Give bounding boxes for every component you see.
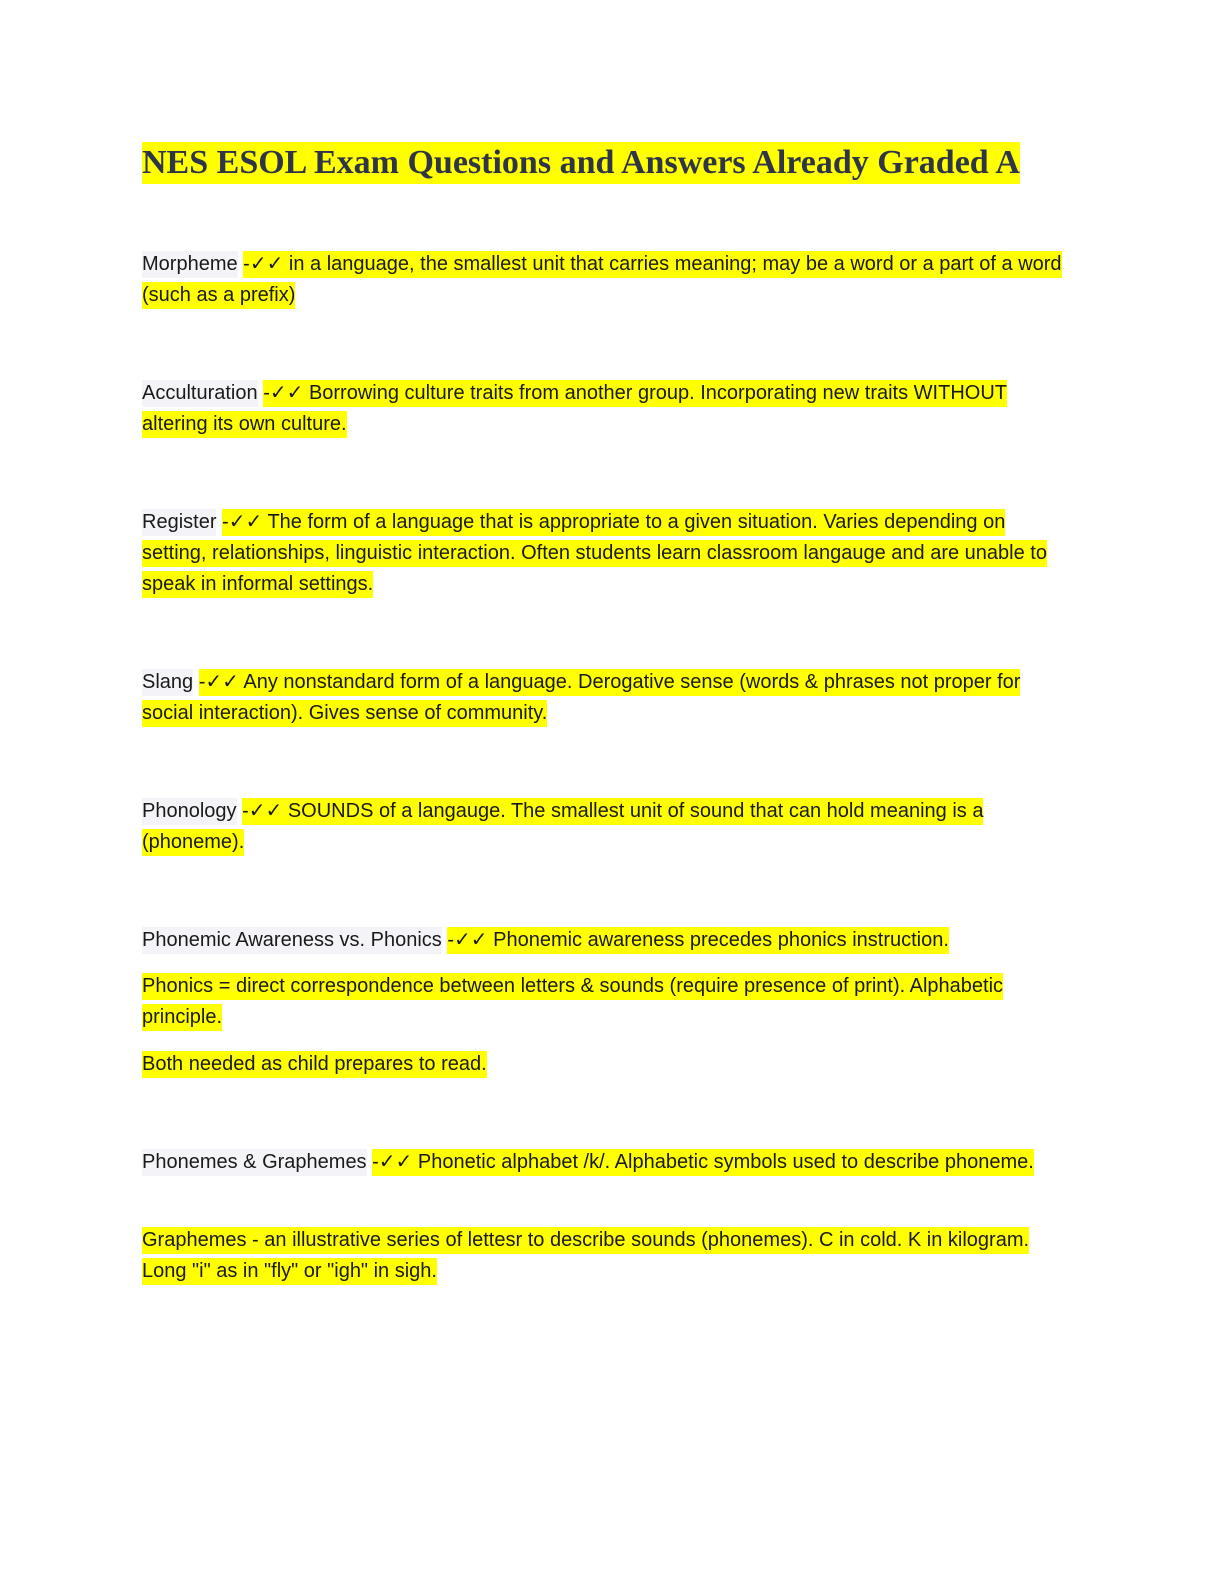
entry-acculturation <box>142 377 1072 440</box>
term: Phonemic Awareness vs. Phonics <box>142 927 442 954</box>
entry-phonemes-and-graphemes <box>142 1146 1034 1178</box>
checkmark-icon: ✓✓ <box>248 798 283 822</box>
checkmark-icon: ✓✓ <box>228 509 263 533</box>
term: Slang <box>142 669 193 696</box>
term: Phonology <box>142 798 237 825</box>
term: Acculturation <box>142 380 258 407</box>
term: Phonemes & Graphemes <box>142 1149 367 1176</box>
document-title: NES ESOL Exam Questions and Answers Already Graded A <box>142 140 1072 186</box>
term: Morpheme <box>142 251 238 278</box>
checkmark-icon: ✓✓ <box>269 380 304 404</box>
term: Register <box>142 509 216 536</box>
entry-slang <box>142 666 1072 729</box>
document-page <box>142 140 1072 1282</box>
checkmark-icon: ✓✓ <box>249 251 284 275</box>
definition: -✓✓ Any nonstandard form of a language. Derogative sense (words & phrases not proper for social interaction). Gives sense of community. <box>142 669 1020 727</box>
definition-paragraph: Both needed as child prepares to read. <box>142 1049 487 1080</box>
definition-paragraph: Graphemes - an illustrative series of lettesr to describe sounds (phonemes). C in cold. K in kilogram. Long "i" as in "fly" or "igh" in sigh. <box>142 1225 1072 1287</box>
definition: -✓✓ The form of a language that is appropriate to a given situation. Varies depending on setting, relationships, linguistic interaction. Often students learn classroom langauge and are unable to speak in informal settings. <box>142 509 1047 598</box>
definition: -✓✓ SOUNDS of a langauge. The smallest unit of sound that can hold meaning is a (phoneme). <box>142 798 983 856</box>
definition: -✓✓ Phonemic awareness precedes phonics instruction. <box>447 927 949 954</box>
definition: -✓✓ Borrowing culture traits from another group. Incorporating new traits WITHOUT altering its own culture. <box>142 380 1007 438</box>
entry-phonemic-awareness-vs-phonics <box>142 924 949 956</box>
definition-paragraph: Phonics = direct correspondence between letters & sounds (require presence of print). Alphabetic principle. <box>142 971 1072 1033</box>
checkmark-icon: ✓✓ <box>205 669 239 693</box>
checkmark-icon: ✓✓ <box>454 927 488 951</box>
definition: -✓✓ Phonetic alphabet /k/. Alphabetic symbols used to describe phoneme. <box>372 1149 1034 1176</box>
entry-phonology <box>142 795 1072 858</box>
entry-morpheme <box>142 248 1072 311</box>
checkmark-icon: ✓✓ <box>378 1149 413 1173</box>
entry-register <box>142 506 1072 600</box>
definition: -✓✓ in a language, the smallest unit that carries meaning; may be a word or a part of a word (such as a prefix) <box>142 251 1062 309</box>
